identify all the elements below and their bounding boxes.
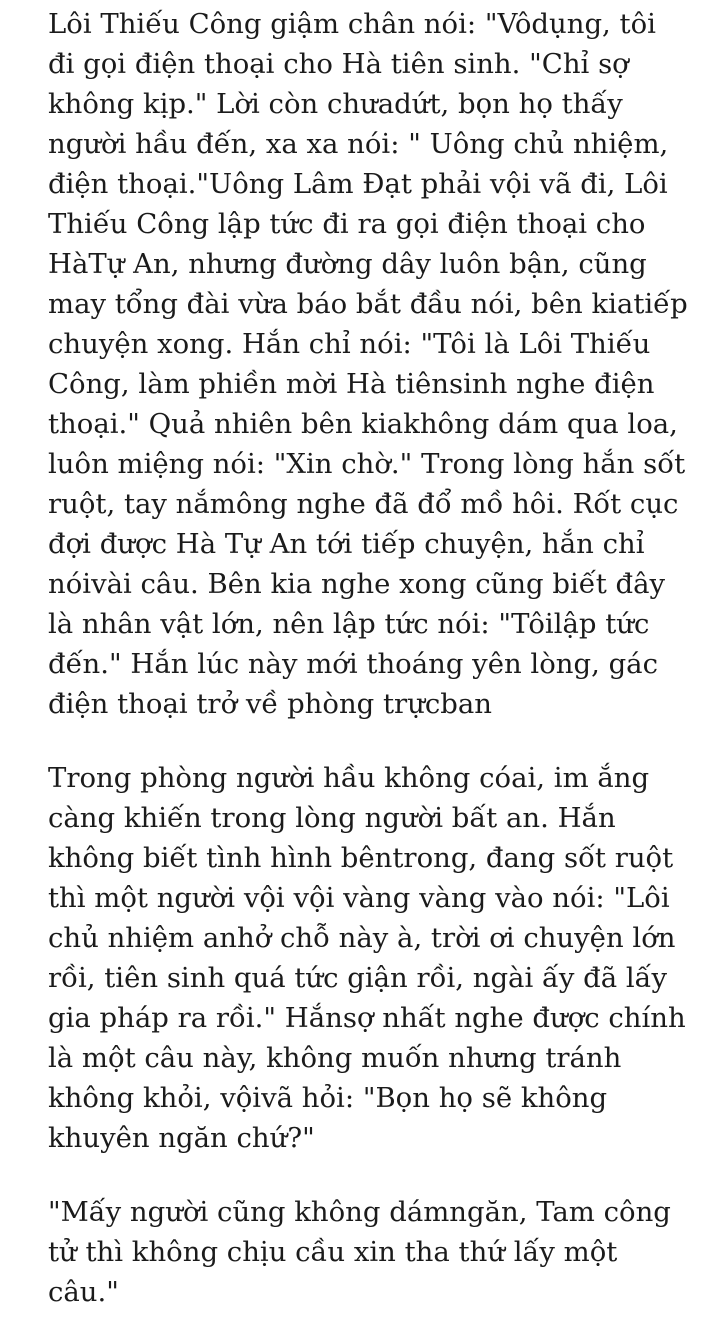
text-line: Công, làm phiền mời Hà tiênsinh nghe điện (48, 368, 655, 400)
text-body (48, 4, 720, 1312)
text-line: ruột, tay nắmông nghe đã đổ mồ hôi. Rốt cục (48, 488, 679, 520)
paragraph-2 (48, 758, 720, 1158)
text-line: chủ nhiệm anhở chỗ này à, trời ơi chuyện lớn (48, 922, 676, 954)
text-line: khuyên ngăn chứ?" (48, 1122, 315, 1154)
text-line: HàTự An, nhưng đường dây luôn bận, cũng (48, 248, 647, 280)
text-line: gia pháp ra rồi." Hắnsợ nhất nghe được chính (48, 1002, 686, 1034)
text-line: người hầu đến, xa xa nói: " Uông chủ nhiệm, (48, 128, 669, 160)
text-line: không khỏi, vộivã hỏi: "Bọn họ sẽ không (48, 1082, 608, 1114)
text-line: càng khiến trong lòng người bất an. Hắn (48, 802, 616, 834)
text-line: chuyện xong. Hắn chỉ nói: "Tôi là Lôi Thiếu (48, 328, 651, 360)
text-line: không biết tình hình bêntrong, đang sốt ruột (48, 842, 674, 874)
text-line: Trong phòng người hầu không cóai, im ắng (48, 762, 650, 794)
text-line: đến." Hắn lúc này mới thoáng yên lòng, gác (48, 648, 658, 680)
text-line: thoại." Quả nhiên bên kiakhông dám qua loa, (48, 408, 678, 440)
text-line: Thiếu Công lập tức đi ra gọi điện thoại cho (48, 208, 646, 240)
text-line: điện thoại trở về phòng trựcban (48, 688, 493, 720)
text-line: Lôi Thiếu Công giậm chân nói: "Vôdụng, tôi (48, 8, 656, 40)
text-line: rồi, tiên sinh quá tức giận rồi, ngài ấy đã lấy (48, 962, 668, 994)
text-line: nóivài câu. Bên kia nghe xong cũng biết đây (48, 568, 666, 600)
text-line: thì một người vội vội vàng vàng vào nói: "Lôi (48, 882, 670, 914)
text-line: là nhân vật lớn, nên lập tức nói: "Tôilập tức (48, 608, 650, 640)
text-line: "Mấy người cũng không dámngăn, Tam công (48, 1196, 671, 1228)
text-line: luôn miệng nói: "Xin chờ." Trong lòng hắn sốt (48, 448, 686, 480)
paragraph-3 (48, 1192, 720, 1312)
paragraph-1 (48, 4, 720, 724)
text-line: đợi được Hà Tự An tới tiếp chuyện, hắn chỉ (48, 528, 645, 560)
text-line: điện thoại."Uông Lâm Đạt phải vội vã đi, Lôi (48, 168, 668, 200)
text-line: câu." (48, 1276, 119, 1308)
text-line: may tổng đài vừa báo bắt đầu nói, bên kiatiếp (48, 288, 688, 320)
text-line: là một câu này, không muốn nhưng tránh (48, 1042, 622, 1074)
text-line: không kịp." Lời còn chưadứt, bọn họ thấy (48, 88, 623, 120)
text-line: tử thì không chịu cầu xin tha thứ lấy một (48, 1236, 618, 1268)
text-line: đi gọi điện thoại cho Hà tiên sinh. "Chỉ sợ (48, 48, 629, 80)
